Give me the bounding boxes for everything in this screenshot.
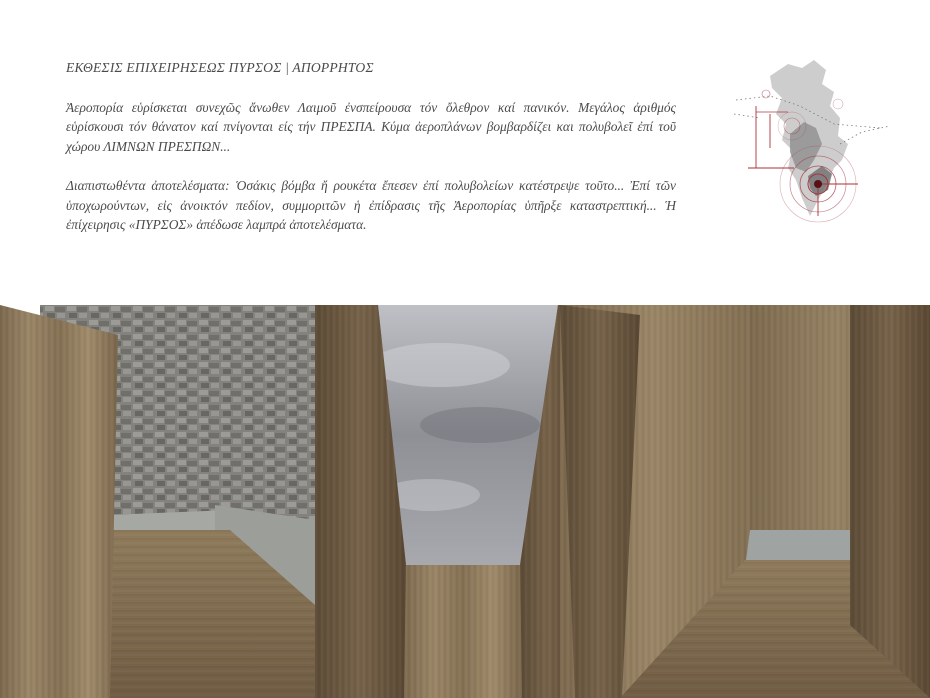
center-sky-slot [315,305,575,698]
right-corridor [560,305,930,698]
report-paragraph-1: Ἀεροπορία εὑρίσκεται συνεχῶς ἄνωθεν Λαιμοῦ ἐνσπείρουσα τόν ὄλεθρον καί πανικόν. Μεγάλος ἀριθμός εὑρίσκουσι τόν θάνατον καί πνίγονται είς τήν ΠΡΕΣΠΑ. Κύμα ἀεροπλάνων βομβαρδίζει και πολυβολεῖ ἐπί τοῦ χώρου ΛΙΜΝΩΝ ΠΡΕΣΠΩΝ... [66,99,676,154]
report-text [66,58,676,255]
map-land-mass [770,60,848,216]
map-target-point [814,180,822,188]
architectural-render [0,305,930,698]
report-paragraph-2: Διαπιστωθέντα ἀποτελέσματα: Ὁσάκις βόμβα ἤ ρουκέτα ἔπεσεν ἐπί πολυβολείων κατέστρεψε τοῦτο... Ἐπί τῶν ὑποχωρούντων, εἰς ἀνοικτόν πεδίον, συμμοριτῶν ἡ ἐπίδρασις τῆς Ἀεροπορίας ὑπῆρξε καταστρεπτική... Ἡ ἐπίχειρησις «ΠΥΡΣΟΣ» ἀπέδωσε λαμπρά ἀποτελέσματα. [66,178,676,232]
prespa-target-map-figure [730,48,895,223]
left-corridor [0,305,315,698]
report-heading: ΕΚΘΕΣΙΣ ΕΠΙΧΕΙΡΗΣΕΩΣ ΠΥΡΣΟΣ | ΑΠΟΡΡΗΤΟΣ [66,60,374,75]
